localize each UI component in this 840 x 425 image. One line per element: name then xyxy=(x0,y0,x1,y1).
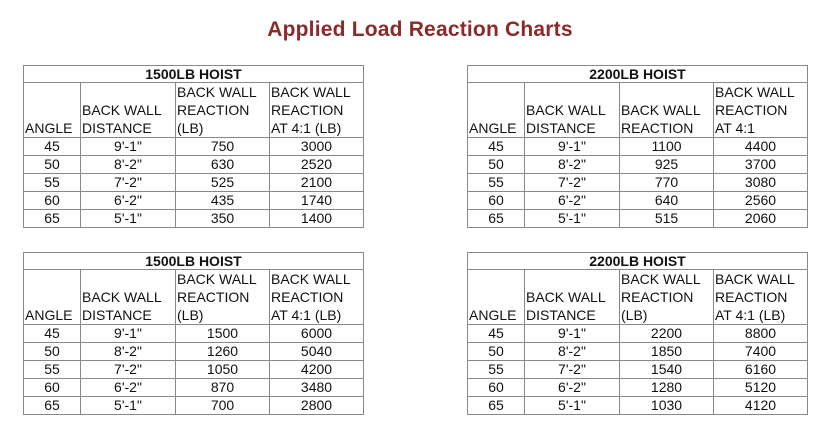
angle-cell: 60 xyxy=(24,192,81,210)
distance-cell: 7'-2" xyxy=(525,361,620,379)
reaction-cell: 630 xyxy=(176,156,270,174)
reaction-4to1-cell: 8800 xyxy=(714,325,808,343)
reaction-cell: 515 xyxy=(620,210,714,228)
reaction-cell: 640 xyxy=(620,192,714,210)
table-row xyxy=(468,192,808,210)
table-row xyxy=(468,174,808,192)
table-row xyxy=(468,397,808,415)
angle-header: ANGLE xyxy=(24,83,81,138)
table-row xyxy=(468,379,808,397)
angle-cell: 65 xyxy=(24,210,81,228)
load-chart-2200lb-lower xyxy=(467,252,808,415)
table-row xyxy=(468,343,808,361)
angle-cell: 65 xyxy=(468,397,525,415)
table-row xyxy=(24,138,364,156)
angle-cell: 65 xyxy=(468,210,525,228)
distance-cell: 6'-2" xyxy=(81,379,176,397)
reaction-4to1-cell: 3080 xyxy=(714,174,808,192)
angle-cell: 60 xyxy=(24,379,81,397)
distance-cell: 6'-2" xyxy=(525,192,620,210)
reaction-4to1-cell: 2060 xyxy=(714,210,808,228)
angle-cell: 50 xyxy=(468,156,525,174)
reaction-cell: 1030 xyxy=(620,397,714,415)
reaction-4to1-header: BACK WALL REACTION AT 4:1 (LB) xyxy=(270,270,364,325)
angle-cell: 50 xyxy=(24,343,81,361)
angle-cell: 60 xyxy=(468,192,525,210)
page-title: Applied Load Reaction Charts xyxy=(267,18,573,41)
reaction-4to1-cell: 1400 xyxy=(270,210,364,228)
angle-cell: 45 xyxy=(468,325,525,343)
distance-cell: 8'-2" xyxy=(81,156,176,174)
reaction-4to1-cell: 2800 xyxy=(270,397,364,415)
table-row xyxy=(24,379,364,397)
distance-cell: 9'-1" xyxy=(81,138,176,156)
hoist-title: 2200LB HOIST xyxy=(468,253,808,270)
hoist-title: 1500LB HOIST xyxy=(24,66,364,83)
angle-cell: 45 xyxy=(24,325,81,343)
reaction-4to1-cell: 5120 xyxy=(714,379,808,397)
angle-cell: 55 xyxy=(24,361,81,379)
distance-cell: 7'-2" xyxy=(81,174,176,192)
table-row xyxy=(24,397,364,415)
table-row xyxy=(24,192,364,210)
distance-cell: 9'-1" xyxy=(525,138,620,156)
distance-cell: 9'-1" xyxy=(525,325,620,343)
reaction-cell: 1100 xyxy=(620,138,714,156)
table-row xyxy=(468,361,808,379)
distance-header: BACK WALL DISTANCE xyxy=(525,270,620,325)
distance-header: BACK WALL DISTANCE xyxy=(525,83,620,138)
table-row xyxy=(468,156,808,174)
angle-cell: 55 xyxy=(468,361,525,379)
reaction-4to1-header: BACK WALL REACTION AT 4:1 (LB) xyxy=(270,83,364,138)
distance-header: BACK WALL DISTANCE xyxy=(81,270,176,325)
reaction-cell: 750 xyxy=(176,138,270,156)
reaction-cell: 925 xyxy=(620,156,714,174)
reaction-4to1-cell: 6000 xyxy=(270,325,364,343)
reaction-cell: 870 xyxy=(176,379,270,397)
table-row xyxy=(24,210,364,228)
distance-cell: 5'-1" xyxy=(81,397,176,415)
reaction-header: BACK WALL REACTION (LB) xyxy=(620,270,714,325)
reaction-4to1-cell: 2520 xyxy=(270,156,364,174)
table-row xyxy=(24,156,364,174)
reaction-cell: 1050 xyxy=(176,361,270,379)
table-row xyxy=(468,325,808,343)
distance-cell: 6'-2" xyxy=(81,192,176,210)
angle-header: ANGLE xyxy=(24,270,81,325)
table-row xyxy=(24,174,364,192)
reaction-4to1-cell: 3700 xyxy=(714,156,808,174)
reaction-cell: 2200 xyxy=(620,325,714,343)
reaction-4to1-cell: 5040 xyxy=(270,343,364,361)
reaction-cell: 1850 xyxy=(620,343,714,361)
reaction-header: BACK WALL REACTION (LB) xyxy=(176,83,270,138)
reaction-4to1-cell: 2560 xyxy=(714,192,808,210)
distance-header: BACK WALL DISTANCE xyxy=(81,83,176,138)
reaction-4to1-cell: 4400 xyxy=(714,138,808,156)
table-row xyxy=(24,343,364,361)
reaction-cell: 525 xyxy=(176,174,270,192)
table-row xyxy=(468,210,808,228)
distance-cell: 8'-2" xyxy=(81,343,176,361)
reaction-4to1-cell: 2100 xyxy=(270,174,364,192)
hoist-title: 2200LB HOIST xyxy=(468,66,808,83)
distance-cell: 7'-2" xyxy=(81,361,176,379)
distance-cell: 5'-1" xyxy=(525,397,620,415)
reaction-4to1-cell: 7400 xyxy=(714,343,808,361)
angle-cell: 65 xyxy=(24,397,81,415)
reaction-header: BACK WALL REACTION xyxy=(620,83,714,138)
reaction-header: BACK WALL REACTION (LB) xyxy=(176,270,270,325)
angle-cell: 45 xyxy=(468,138,525,156)
table-row xyxy=(24,361,364,379)
reaction-cell: 1500 xyxy=(176,325,270,343)
load-chart-2200lb-upper xyxy=(467,65,808,228)
angle-cell: 55 xyxy=(24,174,81,192)
distance-cell: 5'-1" xyxy=(525,210,620,228)
load-chart-1500lb-upper xyxy=(23,65,364,228)
angle-cell: 50 xyxy=(468,343,525,361)
table-row xyxy=(468,138,808,156)
reaction-4to1-cell: 4200 xyxy=(270,361,364,379)
reaction-cell: 770 xyxy=(620,174,714,192)
distance-cell: 7'-2" xyxy=(525,174,620,192)
table-row xyxy=(24,325,364,343)
angle-cell: 60 xyxy=(468,379,525,397)
distance-cell: 8'-2" xyxy=(525,343,620,361)
angle-cell: 45 xyxy=(24,138,81,156)
angle-header: ANGLE xyxy=(468,83,525,138)
angle-header: ANGLE xyxy=(468,270,525,325)
hoist-title: 1500LB HOIST xyxy=(24,253,364,270)
distance-cell: 5'-1" xyxy=(81,210,176,228)
distance-cell: 9'-1" xyxy=(81,325,176,343)
reaction-cell: 1540 xyxy=(620,361,714,379)
reaction-4to1-header: BACK WALL REACTION AT 4:1 (LB) xyxy=(714,270,808,325)
reaction-cell: 350 xyxy=(176,210,270,228)
reaction-cell: 700 xyxy=(176,397,270,415)
load-chart-1500lb-lower xyxy=(23,252,364,415)
reaction-4to1-header: BACK WALL REACTION AT 4:1 xyxy=(714,83,808,138)
angle-cell: 50 xyxy=(24,156,81,174)
distance-cell: 8'-2" xyxy=(525,156,620,174)
reaction-cell: 1280 xyxy=(620,379,714,397)
angle-cell: 55 xyxy=(468,174,525,192)
reaction-4to1-cell: 6160 xyxy=(714,361,808,379)
reaction-4to1-cell: 3000 xyxy=(270,138,364,156)
reaction-4to1-cell: 4120 xyxy=(714,397,808,415)
distance-cell: 6'-2" xyxy=(525,379,620,397)
reaction-4to1-cell: 3480 xyxy=(270,379,364,397)
reaction-cell: 1260 xyxy=(176,343,270,361)
reaction-cell: 435 xyxy=(176,192,270,210)
reaction-4to1-cell: 1740 xyxy=(270,192,364,210)
